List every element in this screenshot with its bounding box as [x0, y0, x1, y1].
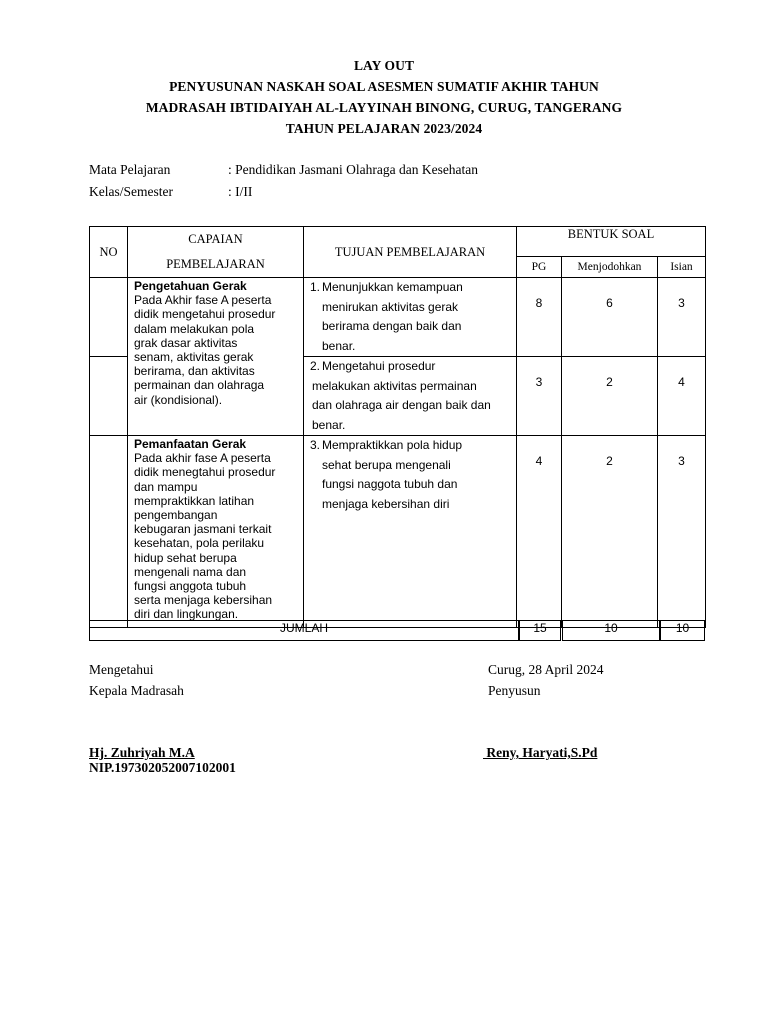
tujuan-line: berirama dengan baik dan: [322, 319, 462, 333]
header-bentuk-soal: BENTUK SOAL: [517, 227, 706, 257]
tujuan-line: dan olahraga air dengan baik dan: [312, 398, 491, 412]
capaian-line: mengenali nama dan: [134, 564, 247, 579]
tujuan-line: benar.: [322, 338, 356, 353]
layout-table: [89, 226, 706, 628]
capaian-heading: Pengetahuan Gerak: [134, 279, 247, 293]
composer-name-text: Reny, Haryati,S.Pd: [483, 745, 598, 760]
no-cell: [90, 436, 128, 628]
pg-value: 4: [517, 436, 562, 628]
capaian-line: berirama, dan aktivitas: [134, 364, 255, 379]
header-capaian-line-2: PEMBELAJARAN: [166, 257, 265, 271]
header-pg: PG: [517, 257, 562, 278]
tujuan-number: 2.: [309, 359, 320, 373]
tujuan-line: menirukan aktivitas gerak: [322, 299, 459, 314]
tujuan-line: sehat berupa mengenali: [322, 457, 451, 472]
title-line-4: TAHUN PELAJARAN 2023/2024: [285, 121, 483, 136]
total-pg: 15: [519, 620, 561, 641]
sign-left-line-2: Kepala Madrasah: [89, 683, 184, 698]
capaian-line: senam, aktivitas gerak: [134, 350, 254, 365]
subject-label: Mata Pelajaran: [89, 162, 171, 177]
capaian-line: pengembangan: [134, 508, 218, 523]
header-tujuan: TUJUAN PEMBELAJARAN: [304, 227, 517, 278]
isian-value: 4: [658, 357, 706, 436]
title-line-2: PENYUSUNAN NASKAH SOAL ASESMEN SUMATIF AKHIR TAHUN: [169, 79, 599, 94]
tujuan-number: 1.: [309, 280, 320, 294]
sign-right-line-2: Penyusun: [488, 683, 541, 698]
capaian-cell-2: [128, 436, 304, 628]
capaian-line: Pada Akhir fase A peserta: [134, 293, 272, 308]
capaian-line: dalam melakukan pola: [134, 321, 255, 336]
tujuan-line: benar.: [312, 417, 346, 432]
tujuan-line: fungsi naggota tubuh dan: [322, 477, 458, 491]
tujuan-line: Mempraktikkan pola hidup: [322, 438, 463, 452]
total-menjodohkan: 10: [562, 620, 660, 641]
capaian-line: didik menegtahui prosedur: [134, 465, 276, 480]
subject-value: : Pendidikan Jasmani Olahraga dan Kesehatan: [228, 162, 479, 177]
table-row: [90, 278, 706, 357]
header-menjodohkan: Menjodohkan: [562, 257, 658, 278]
header-capaian: [128, 227, 304, 278]
capaian-line: diri dan lingkungan.: [134, 607, 239, 622]
header-isian: Isian: [658, 257, 706, 278]
capaian-heading: Pemanfaatan Gerak: [134, 437, 247, 451]
header-no: NO: [90, 227, 128, 278]
capaian-line: kebugaran jasmani terkait: [134, 522, 272, 537]
menjodohkan-value: 2: [562, 436, 658, 628]
pg-value: 8: [517, 278, 562, 357]
tujuan-line: Mengetahui prosedur: [322, 359, 436, 373]
tujuan-line: melakukan aktivitas permainan: [312, 378, 477, 393]
menjodohkan-value: 2: [562, 357, 658, 436]
header-capaian-line-1: CAPAIAN: [188, 232, 243, 246]
composer-name: [483, 745, 597, 761]
tujuan-cell-1: [304, 278, 517, 357]
total-row: [89, 620, 705, 640]
tujuan-cell-2: [304, 357, 517, 436]
capaian-line: grak dasar aktivitas: [134, 335, 238, 350]
isian-value: 3: [658, 278, 706, 357]
capaian-line: mempraktikkan latihan: [134, 493, 255, 508]
tujuan-line: Menunjukkan kemampuan: [322, 280, 463, 294]
capaian-line: permainan dan olahraga: [134, 378, 265, 393]
total-label: JUMLAH: [89, 620, 519, 641]
pg-value: 3: [517, 357, 562, 436]
isian-value: 3: [658, 436, 706, 628]
sign-left-line-1: Mengetahui: [89, 662, 154, 677]
capaian-line: air (kondisional).: [134, 392, 223, 407]
tujuan-line: menjaga kebersihan diri: [322, 496, 450, 511]
capaian-line: dan mampu: [134, 479, 198, 494]
class-value: : I/II: [228, 184, 253, 199]
capaian-line: Pada akhir fase A peserta: [134, 451, 271, 466]
no-cell: [90, 357, 128, 436]
title-line-3: MADRASAH IBTIDAIYAH AL-LAYYINAH BINONG, CURUG, TANGERANG: [145, 100, 623, 115]
menjodohkan-value: 6: [562, 278, 658, 357]
document-title: [0, 55, 768, 139]
capaian-cell-1: [128, 278, 304, 436]
class-label: Kelas/Semester: [89, 184, 173, 199]
capaian-line: didik mengetahui prosedur: [134, 307, 276, 322]
title-line-1: LAY OUT: [353, 58, 415, 73]
principal-name-text: Hj. Zuhriyah M.A: [89, 745, 195, 760]
no-cell: [90, 278, 128, 357]
tujuan-number: 3.: [309, 438, 320, 452]
tujuan-cell-3: [304, 436, 517, 628]
capaian-line: hidup sehat berupa: [134, 550, 237, 565]
capaian-line: fungsi anggota tubuh: [134, 579, 247, 594]
table-row: [90, 436, 706, 628]
principal-nip: NIP.197302052007102001: [89, 760, 236, 775]
capaian-line: serta menjaga kebersihan: [134, 593, 273, 608]
total-isian: 10: [660, 620, 705, 641]
capaian-line: kesehatan, pola perilaku: [134, 536, 265, 551]
sign-right-line-1: Curug, 28 April 2024: [488, 662, 604, 677]
principal-name: [89, 745, 195, 761]
